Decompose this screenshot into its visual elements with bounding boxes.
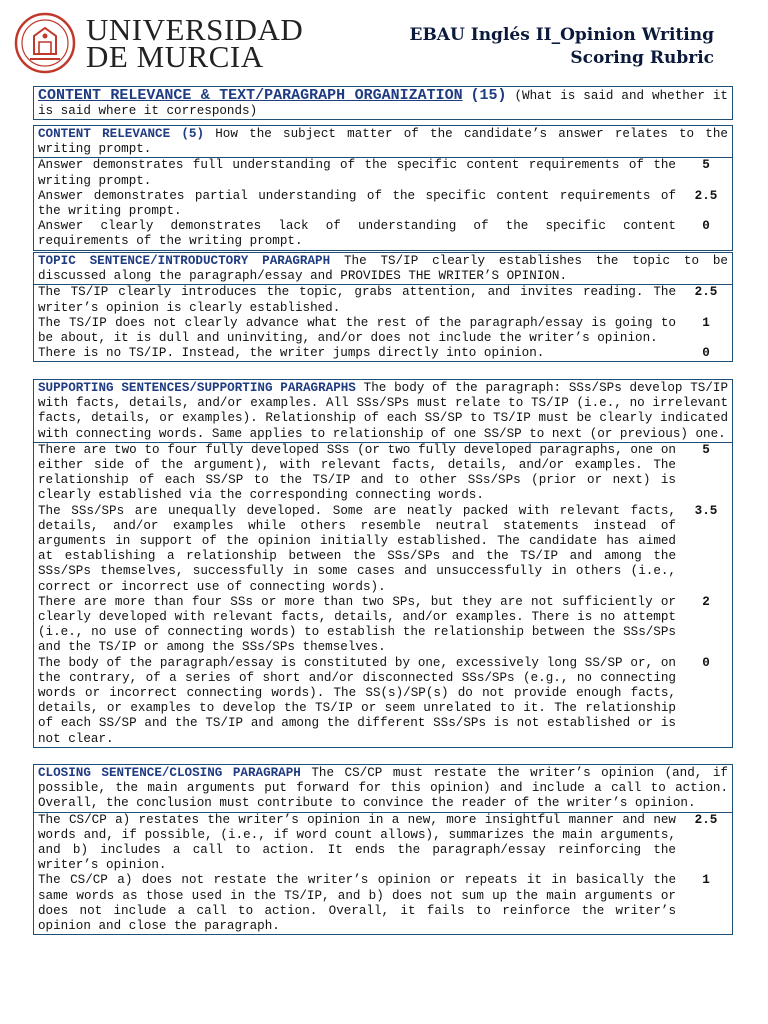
section-title: CONTENT RELEVANCE & TEXT/PARAGRAPH ORGANIZATION [38,87,463,104]
row-score: 5 [702,442,710,457]
row-text: There is no TS/IP. Instead, the writer jumps directly into opinion. [38,346,545,361]
rubric-row [34,219,732,249]
row-score: 2.5 [694,188,718,203]
rubric-row [34,158,732,188]
row-score: 3.5 [694,503,718,518]
supporting-desc: The body of the paragraph: SSs/SPs develop TS/IP with facts, details, and/or examples. All SSs/SPs must relate to TS/IP (i.e., no irrelevant facts, details, or examples). Relationship of each SS/SP to TS/IP must be clearly indicated with connecting words. Same applies to relationship of one SS/SP to next (or previous) one. [38,381,729,441]
content-relevance-rows [34,157,732,249]
topic-sentence-desc: The TS/IP clearly establishes the topic to be discussed along the paragraph/essay and PROVIDES THE WRITER’S OPINION. [38,254,728,284]
topic-sentence-box [33,252,733,362]
university-line-2: DE MURCIA [86,39,264,74]
row-text: Answer demonstrates partial understanding of the specific content requirements of the writing prompt. [38,188,676,219]
rubric-row [34,285,732,315]
row-text: Answer clearly demonstrates lack of understanding of the specific content requirements of the writing prompt. [38,219,676,249]
row-score: 2.5 [694,285,718,300]
content-relevance-box [33,125,733,251]
document-title [409,24,714,70]
row-text: The CS/CP a) restates the writer’s opinion in a new, more insightful manner and new words and, if possible, (i.e., if word count allows), summarizes the main arguments, and b) includes a call to action. It ends the paragraph/essay reinforcing the writer’s opinion. [38,812,676,873]
rubric-row [34,443,732,504]
content-relevance-desc: How the subject matter of the candidate’s answer relates to the writing prompt. [38,127,728,157]
university-seal-icon [14,12,76,74]
row-score: 0 [702,219,710,234]
section-points: (15) [470,87,507,104]
row-text: Answer demonstrates full understanding of the specific content requirements of the writing prompt. [38,158,676,188]
row-score: 0 [702,346,710,361]
closing-heading: CLOSING SENTENCE/CLOSING PARAGRAPH [38,766,301,780]
row-text: The TS/IP does not clearly advance what the rest of the paragraph/essay is going to be about, it is dull and uninviting, and/or does not include the writer’s opinion. [38,315,676,346]
row-text: The SSs/SPs are unequally developed. Some are neatly packed with relevant facts, details, and/or examples while others resemble neutral statements instead of arguments in support of the opinion initially established. The candidate has aimed at establishing a relationship between the SSs/SPs and the TS/IP and among the SSs/SPs themselves, successfully in some cases and unsuccessfully in others (i.e., correct or incorrect use of connecting words). [38,503,676,594]
row-score: 5 [702,158,710,173]
row-score: 0 [702,655,710,670]
row-text: There are more than four SSs or more than two SPs, but they are not sufficiently or clearly developed with relevant facts, details, and/or examples. There is no attempt (i.e., no use of connecting words) to establish the relationship between the SSs/SPs and the TS/IP or among the SSs/SPs themselves. [38,594,676,655]
page-header [0,0,768,82]
row-text: The CS/CP a) does not restate the writer’s opinion or repeats it in basically the same words as those used in the TS/IP, and b) does not sum up the main arguments or does not include a call to action. Overall, it fails to reinforce the writer’s opinion and close the paragraph. [38,873,676,934]
topic-sentence-heading: TOPIC SENTENCE/INTRODUCTORY PARAGRAPH [38,254,331,268]
topic-sentence-rows [34,284,732,361]
rubric-row [34,873,732,934]
section-title-box [33,86,733,120]
university-name [86,12,304,74]
rubric-row [34,595,732,656]
supporting-sentences-box [33,379,733,748]
row-score: 2.5 [694,812,718,827]
row-score: 1 [702,315,710,330]
row-text: The TS/IP clearly introduces the topic, grabs attention, and invites reading. The writer’s opinion is clearly established. [38,285,676,315]
rubric-row [34,316,732,346]
rubric-row [34,656,732,747]
closing-desc: The CS/CP must restate the writer’s opinion (and, if possible, the main arguments put forward for this opinion) and include a call to action. Overall, the conclusion must contribute to convince the reader of the writer’s opinion. [38,766,728,811]
supporting-rows [34,442,732,747]
supporting-heading: SUPPORTING SENTENCES/SUPPORTING PARAGRAPHS [38,381,356,395]
university-line-1: UNIVERSIDAD [86,12,304,47]
content-relevance-heading: CONTENT RELEVANCE (5) [38,127,205,141]
rubric-row [34,346,732,361]
title-line-2: Scoring Rubric [570,48,714,68]
rubric-row [34,189,732,219]
row-score: 1 [702,873,710,888]
rubric-row [34,813,732,874]
title-line-1: EBAU Inglés II_Opinion Writing [409,25,714,45]
row-text: The body of the paragraph/essay is constituted by one, excessively long SS/SP or, on the contrary, of a series of short and/or disconnected SSs/SPs (e.g., no connecting words or incorrect connecting words). The SS(s)/SP(s) do not provide enough facts, details, or examples to develop the TS/IP or seem unrelated to it. The relationship of each SS/SP and the TS/IP and among the different SSs/SPs is not established or is not clear. [38,655,676,746]
section-note: (What is said and whether it is said where it corresponds) [38,89,728,119]
row-score: 2 [702,594,710,609]
closing-rows [34,812,732,935]
row-text: There are two to four fully developed SSs (or two fully developed paragraphs, one on either side of the argument), with relevant facts, details, and/or examples. The relationship of each SS/SP to the TS/IP and to other SSs/SPs (prior or next) is clearly established via the corresponding connecting words. [38,442,676,503]
rubric-row [34,504,732,595]
closing-sentence-box [33,764,733,935]
